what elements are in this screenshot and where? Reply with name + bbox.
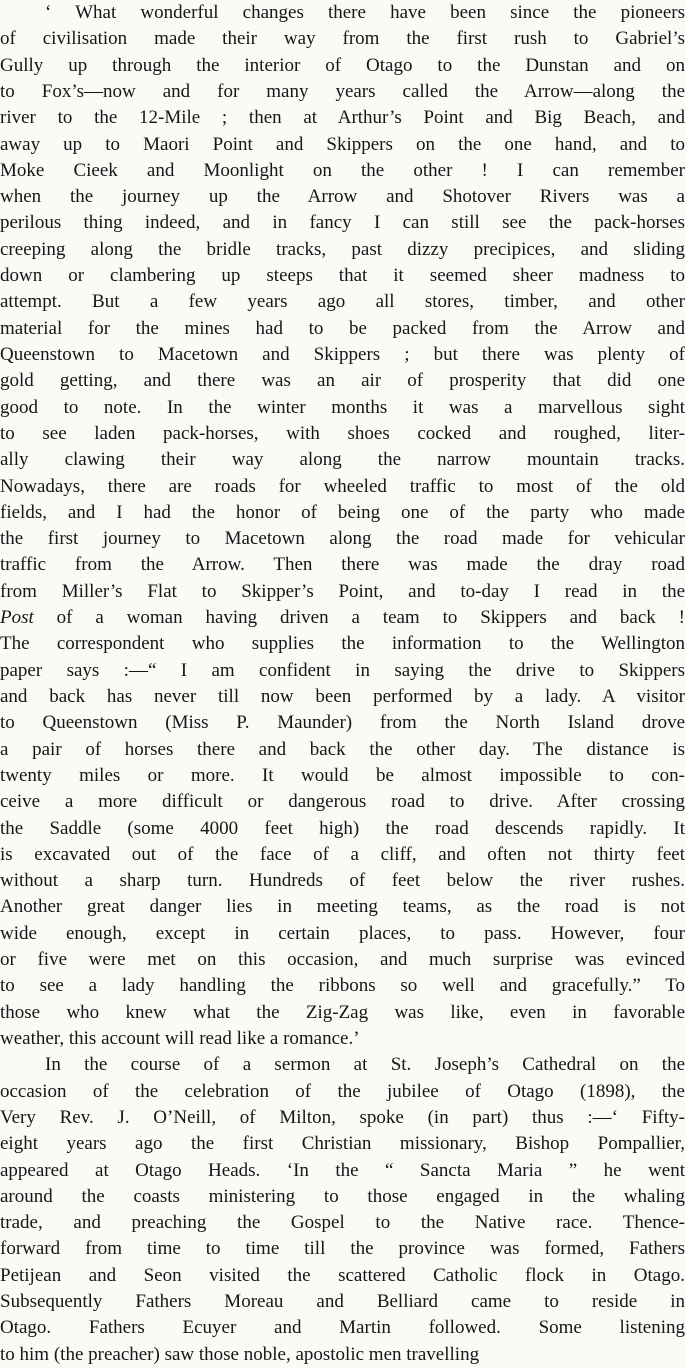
text-line: ceive a more difficult or dangerous road to drive. After crossing (0, 791, 685, 813)
text-line: around the coasts ministering to those engaged in the whaling (0, 1185, 685, 1207)
text-line: wide enough, except in certain places, to pass. However, four (0, 922, 685, 944)
text-line: to Queenstown (Miss P. Maunder) from the North Island drove (0, 712, 685, 734)
text-line: forward from time to time till the province was formed, Fathers (0, 1238, 685, 1260)
text-line: The correspondent who supplies the information to the Wellington (0, 633, 685, 655)
text-line: river to the 12-Mile ; then at Arthur’s Point and Big Beach, and (0, 107, 685, 129)
text-line: is excavated out of the face of a cliff, and often not thirty feet (0, 843, 685, 865)
text-line: Gully up through the interior of Otago to the Dunstan and on (0, 54, 685, 76)
text-line: from Miller’s Flat to Skipper’s Point, and to-day I read in the (0, 580, 685, 602)
text-line: material for the mines had to be packed from the Arrow and (0, 317, 685, 339)
text-line: twenty miles or more. It would be almost impossible to con- (0, 764, 685, 786)
text-line: when the journey up the Arrow and Shotover Rivers was a (0, 186, 685, 208)
text-line: Moke Cieek and Moonlight on the other ! I can remember (0, 159, 685, 181)
text-line: weather, this account will read like a romance.’ (0, 1028, 360, 1049)
text-line: to him (the preacher) saw those noble, apostolic men travelling (0, 1343, 480, 1365)
text-line: and back has never till now been performed by a lady. A visitor (0, 686, 685, 707)
text-line: creeping along the bridle tracks, past dizzy precipices, and sliding (0, 238, 685, 260)
text-line: trade, and preaching the Gospel to the Native race. Thence- (0, 1212, 685, 1234)
text-line: to Fox’s—now and for many years called the Arrow—along the (0, 80, 685, 102)
text-line: or five were met on this occasion, and much surprise was evinced (0, 949, 685, 971)
text-line: perilous thing indeed, and in fancy I can still see the pack-horses (0, 212, 685, 234)
text-line: the first journey to Macetown along the road made for vehicular (0, 528, 685, 550)
text-line: gold getting, and there was an air of prosperity that did one (0, 370, 685, 392)
newspaper-title: Post (0, 607, 34, 629)
text-line: appeared at Otago Heads. ‘In the “ Sancta Maria ” he went (0, 1159, 685, 1181)
text-line: Subsequently Fathers Moreau and Belliard came to reside in (0, 1291, 685, 1313)
text-line: without a sharp turn. Hundreds of feet below the river rushes. (0, 870, 685, 892)
text-line: down or clambering up steeps that it seemed sheer madness to (0, 265, 685, 287)
text-line: Very Rev. J. O’Neill, of Milton, spoke (in part) thus :—‘ Fifty- (0, 1106, 685, 1128)
text-line: ‘ What wonderful changes there have been since the pioneers (45, 2, 685, 23)
text-line: of civilisation made their way from the first rush to Gabriel’s (0, 28, 685, 50)
text-line: attempt. But a few years ago all stores, timber, and other (0, 291, 685, 313)
text-line: Post of a woman having driven a team to Skippers and back ! (0, 607, 685, 629)
text-line: a pair of horses there and back the other day. The distance is (0, 738, 685, 760)
text-line: In the course of a sermon at St. Joseph’s Cathedral on the (45, 1054, 685, 1076)
text-line: the Saddle (some 4000 feet high) the road descends rapidly. It (0, 817, 685, 839)
text-line: Another great danger lies in meeting teams, as the road is not (0, 896, 685, 918)
text-line: eight years ago the first Christian missionary, Bishop Pompallier, (0, 1133, 685, 1155)
text-line: occasion of the celebration of the jubilee of Otago (1898), the (0, 1080, 685, 1102)
text-line: traffic from the Arrow. Then there was made the dray road (0, 554, 685, 576)
text-line: good to note. In the winter months it was a marvellous sight (0, 396, 685, 418)
text-line: away up to Maori Point and Skippers on the one hand, and to (0, 133, 685, 155)
text-line: Queenstown to Macetown and Skippers ; but there was plenty of (0, 344, 685, 365)
text-line: to see a lady handling the ribbons so well and gracefully.” To (0, 975, 685, 997)
text-line: ally clawing their way along the narrow mountain tracks. (0, 449, 685, 471)
text-line: those who knew what the Zig-Zag was like, even in favorable (0, 1001, 685, 1023)
text-line: to see laden pack-horses, with shoes cocked and roughed, liter- (0, 422, 685, 444)
text-line: Nowadays, there are roads for wheeled traffic to most of the old (0, 475, 685, 497)
text-line: Otago. Fathers Ecuyer and Martin followed. Some listening (0, 1317, 685, 1339)
text-line: Petijean and Seon visited the scattered Catholic flock in Otago. (0, 1264, 685, 1286)
text-line: paper says :—“ I am confident in saying the drive to Skippers (0, 659, 685, 681)
text-line: fields, and I had the honor of being one of the party who made (0, 501, 685, 523)
